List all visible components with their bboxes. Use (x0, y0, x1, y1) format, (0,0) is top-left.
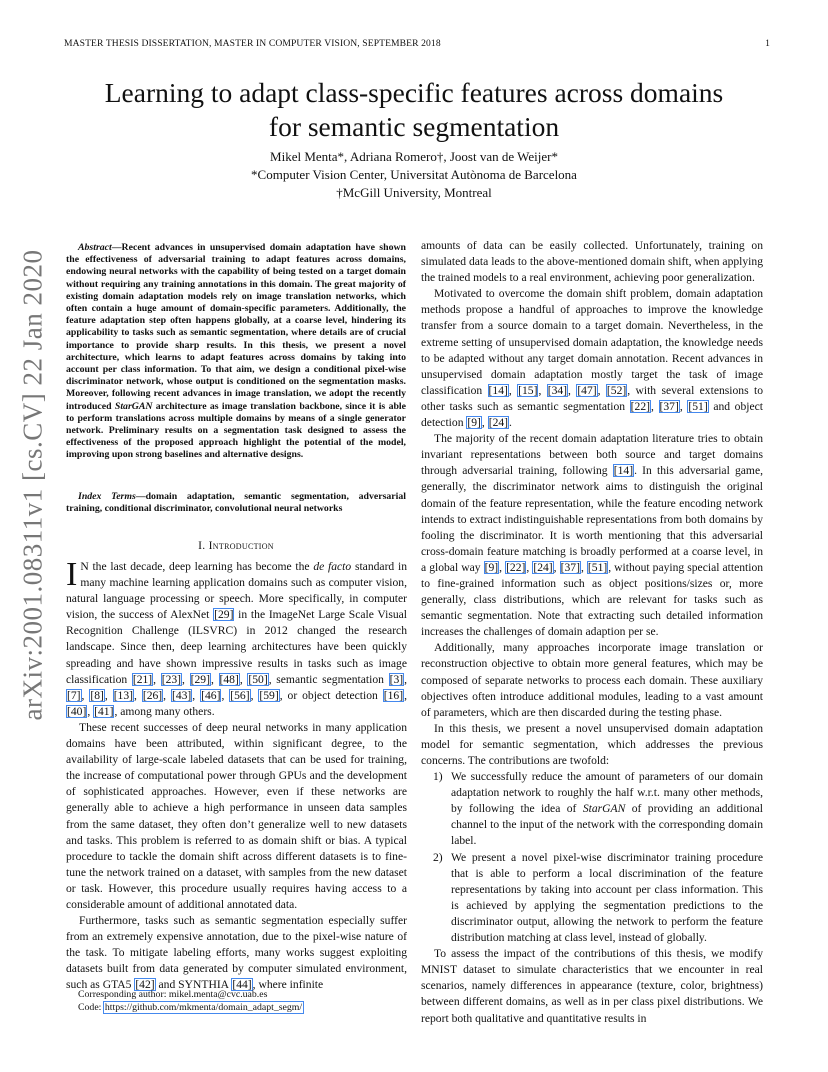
citation-link[interactable]: [52] (606, 383, 627, 397)
contributions-list (421, 769, 763, 946)
index-terms (66, 491, 406, 515)
citation-link[interactable]: [56] (230, 688, 250, 702)
text: , without paying special attention to fine-grained information such as object positions/sizes or, more generally, class distributions, which are relevant for tasks such as semantic segmentation. Note that extracting such detailed information increases the challenges of domain adaption per se. (421, 560, 764, 639)
text-italic: StarGAN (582, 802, 626, 816)
corresponding-author: Corresponding author: mikel.menta@cvc.uab.es (78, 989, 268, 1000)
intro-paragraph-4: amounts of data can be easily collected. Unfortunately, training on simulated data leads to the above-mentioned domain shift, when applying the trained models to a real environment, achieving poor generalization. (421, 239, 763, 285)
citation-link[interactable]: [13] (113, 688, 134, 702)
citation-link[interactable]: [22] (630, 399, 650, 413)
citation-link[interactable]: [48] (219, 672, 239, 686)
list-item (421, 769, 763, 849)
intro-paragraph-1: I N the last decade, deep learning has become the de facto standard in many machine learning application domains such as computer vision, natural language processing or speech. More specifically, in computer vision, the success of AlexNet [29] in the ImageNet Large Scale Visual Recognition Challenge (ILSVRC) in 2012 changed the research landscape. Since then, deep learning architectures have been quickly spreading and have shown impressive results in tasks such as image classification [21], [23], [29], [48], [50], semantic segmentation [3], [7], [8], [13], [26], [43], [46], [56], [59], or object detection [16], [40], [41], among many others. (66, 556, 408, 718)
citation-link[interactable]: [37] (659, 399, 679, 413)
affiliation-2: †McGill University, Montreal (336, 185, 492, 200)
arxiv-stamp-text: arXiv:2001.08311v1 [cs.CV] 22 Jan 2020 (17, 249, 48, 721)
title-line-2: for semantic segmentation (268, 111, 560, 142)
citation-link[interactable]: [7] (67, 688, 81, 702)
citation-link[interactable]: [51] (688, 399, 708, 413)
citation-link[interactable]: [42] (135, 978, 155, 992)
citation-link[interactable]: [16] (383, 688, 404, 702)
right-column (421, 238, 763, 1027)
citation-link[interactable]: [3] (389, 672, 404, 686)
text: in the ImageNet Large Scale Visual Recognition Challenge (ILSVRC) in 2012 changed the research landscape. Since then, deep learning architectures have been quickly spreading and have shown impressive results in tasks such as image classification (66, 608, 408, 686)
citation-link[interactable]: [29] (214, 608, 234, 622)
text: and object detection (421, 399, 764, 430)
citation-link[interactable]: [43] (171, 688, 192, 702)
citation-link[interactable]: [44] (232, 978, 252, 992)
citation-link[interactable]: [23] (161, 672, 182, 686)
abstract-stargan: StarGAN (114, 400, 153, 412)
citation-link[interactable]: [15] (518, 383, 538, 397)
index-terms-label: Index Terms (78, 491, 136, 502)
citation-link[interactable]: [41] (94, 704, 114, 718)
running-head-text: MASTER THESIS DISSERTATION, MASTER IN COMPUTER VISION, SEPTEMBER 2018 (64, 38, 441, 49)
citation-link[interactable]: [34] (547, 383, 568, 397)
text-italic: de facto (313, 560, 352, 573)
intro-paragraph-9: To assess the impact of the contributions of this thesis, we modify MNIST dataset to simulate characteristics that we encounter in real scenarios, namely differences in appearance (texture, color, brightness) between different domains, as well as in per class pixel distributions. We report both qualitative and quantitative results in (421, 947, 763, 1025)
title-line-1: Learning to adapt class-specific features across domains (104, 77, 724, 108)
list-number: 2) (433, 850, 443, 864)
citation-link[interactable]: [50] (248, 672, 268, 686)
index-terms-text: —domain adaptation, semantic segmentation, adversarial training, conditional discriminator, convolutional neural networks (66, 491, 406, 515)
citation-link[interactable]: [40] (67, 704, 87, 718)
affiliation-1: *Computer Vision Center, Universitat Autònoma de Barcelona (251, 167, 577, 182)
citation-link[interactable]: [37] (560, 560, 580, 574)
text: , among many others. (114, 704, 215, 718)
intro-paragraph-7: Additionally, many approaches incorporate image translation or reconstruction objective to obtain more general features, which may be composed of separate networks to process each domain. These auxiliary objectives often introduce additional modules, leading to a vast amount of parameters, which are then discarded during the testing phase. (421, 641, 763, 719)
intro-paragraph-2: These recent successes of deep neural networks in many application domains have been attributed, within significant degree, to the availability of large-scale labeled datasets that can be used for training, the increase of computational power through GPUs and the development of sophisticated approaches. However, even if these networks are generally able to achieve a high performance in unseen data samples from the same dataset, they often don’t generalize well to new datasets and tasks. This problem is referred to as domain shift or bias. A typical procedure to tackle the domain shift across different datasets is to fine-tune the network trained on a dataset, with samples from the new dataset or task. However, this procedure usually requires having access to a considerable amount of additional annotated data. (66, 720, 407, 911)
text: We successfully reduce the amount of parameters of our domain adaptation network to roughly the half w.r.t. many other methods, by following the idea of (451, 770, 763, 816)
author-block (64, 148, 764, 202)
citation-link[interactable]: [9] (484, 560, 499, 574)
citation-link[interactable]: [21] (132, 672, 153, 686)
drop-cap: I (66, 556, 78, 593)
text: . In this adversarial game, generally, the discriminator network aims to distinguish the original domain of the feature representation, while the feature encoding network intends to extract indistinguishable representations from both domains by fooling the discriminator. It is worth mentioning that this adversarial cross-domain feature matching is broadly performed at a coarse level, in a global way (421, 464, 763, 574)
intro-paragraph-3 (66, 913, 407, 993)
abstract-text: —Recent advances in unsupervised domain adaptation have shown the effectiveness of adversarial training to adapt features across domains, endowing neural networks with the capability of being tested on a target domain without requiring any training annotations in this domain. The great majority of existing domain adaptation models rely on image translation networks, which often contain a huge amount of domain-specific parameters. Additionally, the feature adaptation step often happens globally, at a coarse level, hindering its applicability to tasks such as semantic segmentation, where details are of crucial importance to provide sharp results. In this thesis, we present a novel architecture, which learns to adapt features across domains by taking into account per class information. To that aim, we design a conditional pixel-wise discriminator network, whose output is conditioned on the segmentation masks. Moreover, following recent advances in image translation, we adopt the recently introduced (66, 242, 406, 412)
intro-paragraph-6: The majority of the recent domain adaptation literature tries to obtain invariant representations between both source and target domains through adversarial training, following [14]. In this adversarial game, generally, the discriminator network aims to distinguish the original domain of the feature representation, while the feature encoding network intends to extract indistinguishable representations from both domains by fooling the discriminator. It is worth mentioning that this adversarial cross-domain feature matching is broadly performed at a coarse level, in a global way [9], [22], [24], [37], [51], without paying special attention to fine-grained information such as object positions/sizes or, more generally, class distributions, which are relevant for tasks such as semantic segmentation. Note that extracting such detailed information increases the challenges of domain adaption per se. (421, 432, 764, 639)
abstract-text-2: architecture as image translation backbone, since it is able to perform translations across multiple domains by means of a single generator network. Preliminary results on a segmentation task designed to assess the effectiveness of the proposed approach highlight the potential of the model, improving upon strong baselines and alternative designs. (66, 400, 406, 461)
abstract (66, 242, 406, 462)
text: and SYNTHIA (155, 978, 232, 992)
citation-link[interactable]: [51] (587, 560, 608, 574)
text: of providing an additional channel to the input of the network with the corresponding domain label. (451, 802, 763, 848)
citation-link[interactable]: [24] (533, 560, 553, 574)
text: , or object detection (279, 688, 383, 702)
citation-link[interactable]: [29] (190, 672, 210, 686)
text: . (509, 416, 512, 430)
code-url-link[interactable]: https://github.com/mkmenta/domain_adapt_segm/ (104, 1001, 303, 1013)
citation-link[interactable]: [9] (467, 416, 481, 430)
text: Motivated to overcome the domain shift problem, domain adaptation methods propose a handful of approaches to improve the knowledge transfer from a source domain to a target domain. Nevertheless, in the extreme setting of unsupervised domain adaptation, the knowledge needs to be adapted without any target domain annotation. Recent advances in unsupervised domain adaptation mostly target the task of image classification (421, 287, 763, 397)
text: standard in many machine learning application domains such as computer vision, natural language processing or speech. More specifically, in computer vision, the success of AlexNet (66, 560, 407, 622)
author-names: Mikel Menta*, Adriana Romero†, Joost van de Weijer* (270, 149, 558, 164)
citation-link[interactable]: [26] (142, 688, 163, 702)
page-number: 1 (765, 38, 770, 49)
text: , with several extensions to other tasks such as semantic segmentation (421, 383, 763, 413)
text: , where infinite (252, 978, 324, 992)
arxiv-stamp (12, 249, 54, 721)
text: The majority of the recent domain adaptation literature tries to obtain invariant representations between both source and target domains through adversarial training, following (421, 432, 763, 478)
text: N the last decade, deep learning has become the (80, 560, 314, 573)
paper-title (64, 76, 764, 144)
left-column (66, 556, 408, 994)
text: , semantic segmentation (268, 672, 389, 686)
text: Furthermore, tasks such as semantic segmentation especially suffer from an extremely expensive annotation, due to the pixel-wise nature of the task. To mitigate labeling efforts, many works suggest exploiting datasets built from data generated by computer simulated environment, such as GTA5 (66, 914, 407, 992)
code-line (78, 1002, 408, 1015)
text: We present a novel pixel-wise discriminator training procedure that is able to perform a local discrimination of the feature representations by taking into account per class information. This is achieved by applying the segmentation predictions to the discriminator output, allowing the network to perform the feature distribution matching at class level, instead of globally. (451, 850, 763, 945)
list-number: 1) (433, 770, 443, 784)
intro-paragraph-8: In this thesis, we present a novel unsupervised domain adaptation model for semantic segmentation, which addresses the previous concerns. The contributions are twofold: (421, 721, 763, 767)
intro-paragraph-5: Motivated to overcome the domain shift problem, domain adaptation methods propose a handful of approaches to improve the knowledge transfer from a source domain to a target domain. Nevertheless, in the extreme setting of unsupervised domain adaptation, the knowledge needs to be adapted without any target domain annotation. Recent advances in unsupervised domain adaptation mostly target the task of image classification [14], [15], [34], [47], [52], with several extensions to other tasks such as semantic segmentation [22], [37], [51] and object detection [9], [24]. (421, 287, 764, 430)
citation-link[interactable]: [14] (488, 383, 508, 397)
citation-link[interactable]: [8] (90, 688, 104, 702)
citation-link[interactable]: [46] (201, 688, 221, 702)
code-label: Code: (78, 1001, 104, 1013)
citation-link[interactable]: [24] (488, 416, 509, 430)
list-item (421, 850, 763, 947)
citation-link[interactable]: [22] (506, 560, 526, 574)
abstract-label: Abstract (78, 242, 112, 253)
section-heading: I. Introduction (198, 539, 274, 552)
citation-link[interactable]: [59] (259, 688, 279, 702)
running-header (64, 38, 770, 49)
citation-link[interactable]: [14] (613, 464, 634, 478)
citation-link[interactable]: [47] (577, 383, 597, 397)
footnote (78, 989, 408, 1014)
